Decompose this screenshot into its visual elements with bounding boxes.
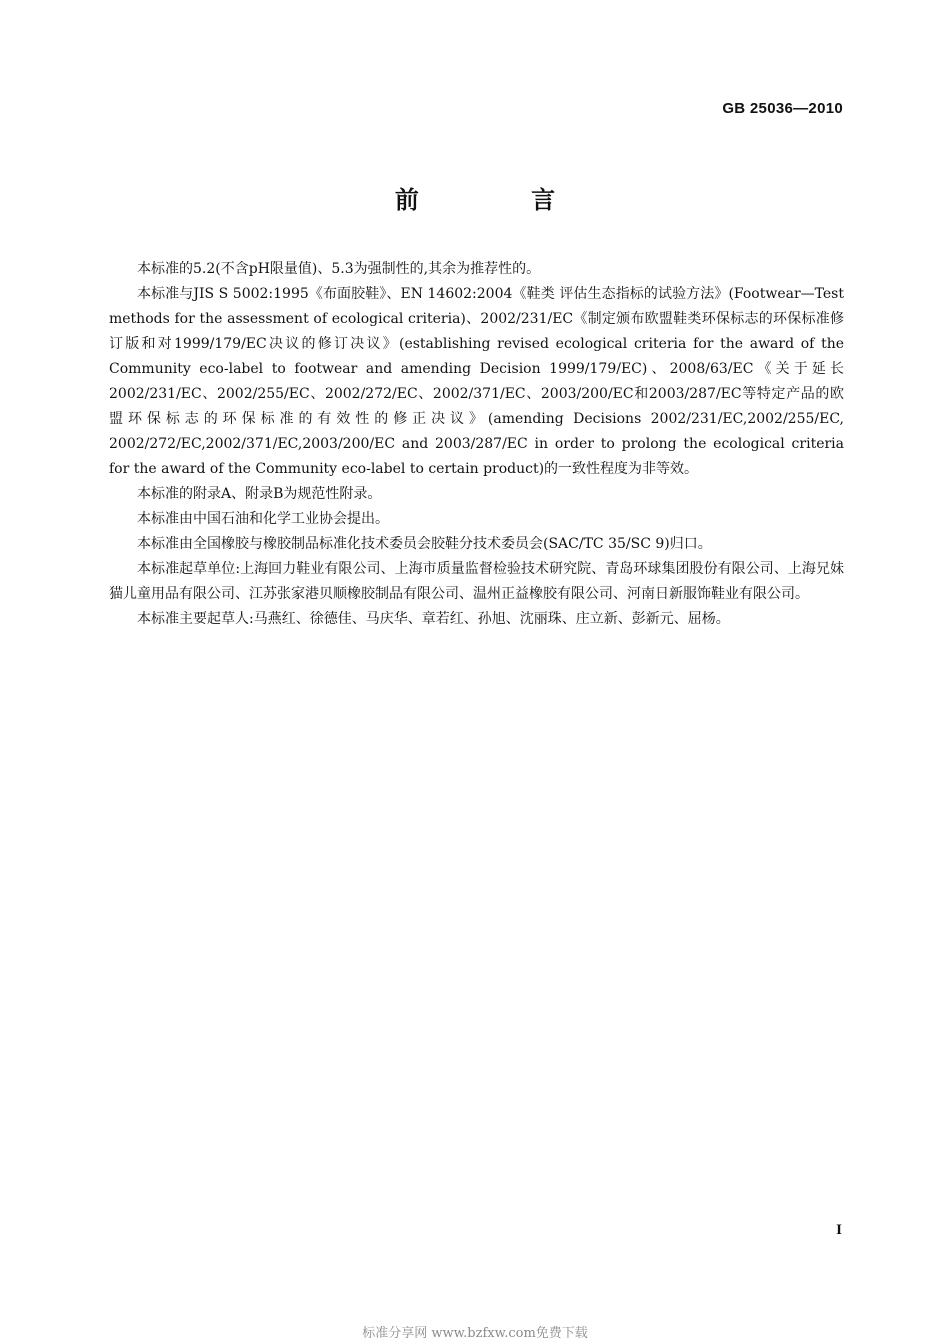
page-number: I [836,1222,842,1238]
paragraph-drafting-units: 本标准起草单位:上海回力鞋业有限公司、上海市质量监督检验技术研究院、青岛环球集团股份有限公司、上海兄妹猫儿童用品有限公司、江苏张家港贝顺橡胶制品有限公司、温州正益橡胶有限公司、河南日新服饰鞋业有限公司。 [109,561,844,602]
paragraph-annexes: 本标准的附录A、附录B为规范性附录。 [137,486,382,502]
paragraph-drafters: 本标准主要起草人:马燕红、徐德佳、马庆华、章若红、孙旭、沈丽珠、庄立新、彭新元、屈杨。 [137,611,730,627]
page-title: 前 言 [394,186,608,214]
watermark: 标准分享网 www.bzfxw.com免费下载 [362,1326,588,1341]
paragraph-proposer: 本标准由中国石油和化学工业协会提出。 [137,511,389,527]
paragraph-equivalence: 本标准与JIS S 5002:1995《布面胶鞋》、EN 14602:2004《鞋类 评估生态指标的试验方法》(Footwear—Test methods for the assessment of ecological criteria)、2002/231/EC《制定颁布欧盟鞋类环保标志的环保标准修订版和对1999/179/EC决议的修订决议》(establishing revised ecological criteria for the award of the Community eco-label to footwear and amending Decision 1999/179/EC)、2008/63/EC《关于延长2002/231/EC、2002/255/EC、2002/272/EC、2002/371/EC、2003/200/EC和2003/287/EC等特定产品的欧盟环保标志的环保标准的有效性的修正决议》(amending Decisions 2002/231/EC,2002/255/EC, 2002/272/EC,2002/371/EC,2003/200/EC and 2003/287/EC in order to prolong the ecological criteria for the award of the Community eco-label to certain product)的一致性程度为非等效。 [109,286,844,477]
standard-code: GB 25036—2010 [722,100,843,117]
paragraph-technical-committee: 本标准由全国橡胶与橡胶制品标准化技术委员会胶鞋分技术委员会(SAC/TC 35/SC 9)归口。 [137,536,712,552]
foreword-body [109,257,844,632]
paragraph-mandatory-clauses: 本标准的5.2(不含pH限量值)、5.3为强制性的,其余为推荐性的。 [137,261,541,277]
